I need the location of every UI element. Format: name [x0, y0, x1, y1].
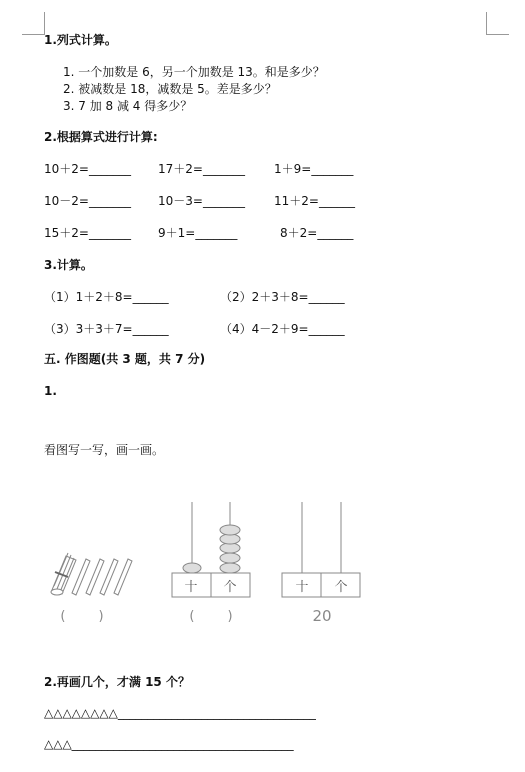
- abacus-2-ones-label: 个: [334, 580, 348, 595]
- abacus-1-tens-label: 十: [184, 580, 198, 595]
- section1-title: 1.列式计算。: [44, 33, 117, 47]
- abacus-1-ones-label: 个: [223, 580, 237, 595]
- equation: 8＋2=______: [280, 226, 354, 240]
- equation: （4）4－2＋9=______: [220, 322, 345, 336]
- question-1-number: 1.: [44, 384, 57, 398]
- abacus-1-ones-beads: [220, 525, 240, 573]
- equation: 15＋2=_______: [44, 226, 131, 240]
- loose-sticks-icon: [72, 559, 132, 595]
- abacus-2-tens-label: 十: [295, 580, 309, 595]
- triangles-line-1: △△△△△△△△_________________________________: [44, 706, 316, 720]
- equation: （1）1＋2＋8=______: [44, 290, 169, 304]
- section1-item-3: 3. 7 加 8 减 4 得多少？: [63, 99, 193, 113]
- section1-item-2: 2. 被减数是 18，减数是 5。差是多少？: [63, 82, 277, 96]
- equation: 17＋2=_______: [158, 162, 245, 176]
- equation: 10－3=_______: [158, 194, 245, 208]
- answer-paren-2: ( ): [189, 609, 233, 624]
- answer-paren-1: ( ): [60, 609, 104, 624]
- equation: 9＋1=_______: [158, 226, 238, 240]
- equation: 10－2=_______: [44, 194, 131, 208]
- bundled-sticks-icon: [51, 553, 76, 595]
- equation: （3）3＋3＋7=______: [44, 322, 169, 336]
- equation: 1＋9=_______: [274, 162, 354, 176]
- equation: 10＋2=_______: [44, 162, 131, 176]
- section2-title: 2.根据算式进行计算:: [44, 130, 158, 144]
- section1-item-1: 1. 一个加数是 6，另一个加数是 13。和是多少？: [63, 65, 325, 79]
- equation: 11＋2=______: [274, 194, 355, 208]
- section5-heading: 五. 作图题(共 3 题，共 7 分): [44, 352, 206, 366]
- section3-title: 3.计算。: [44, 258, 93, 272]
- abacus-2: [282, 502, 360, 597]
- abacus-1-tens-bead: [183, 563, 201, 573]
- abacus-2-value: 20: [312, 607, 332, 625]
- equation: （2）2＋3＋8=______: [220, 290, 345, 304]
- triangles-line-2: △△△_____________________________________: [44, 737, 294, 751]
- question-2-title: 2.再画几个，才满 15 个？: [44, 675, 190, 689]
- question-1-instruction: 看图写一写，画一画。: [44, 443, 165, 457]
